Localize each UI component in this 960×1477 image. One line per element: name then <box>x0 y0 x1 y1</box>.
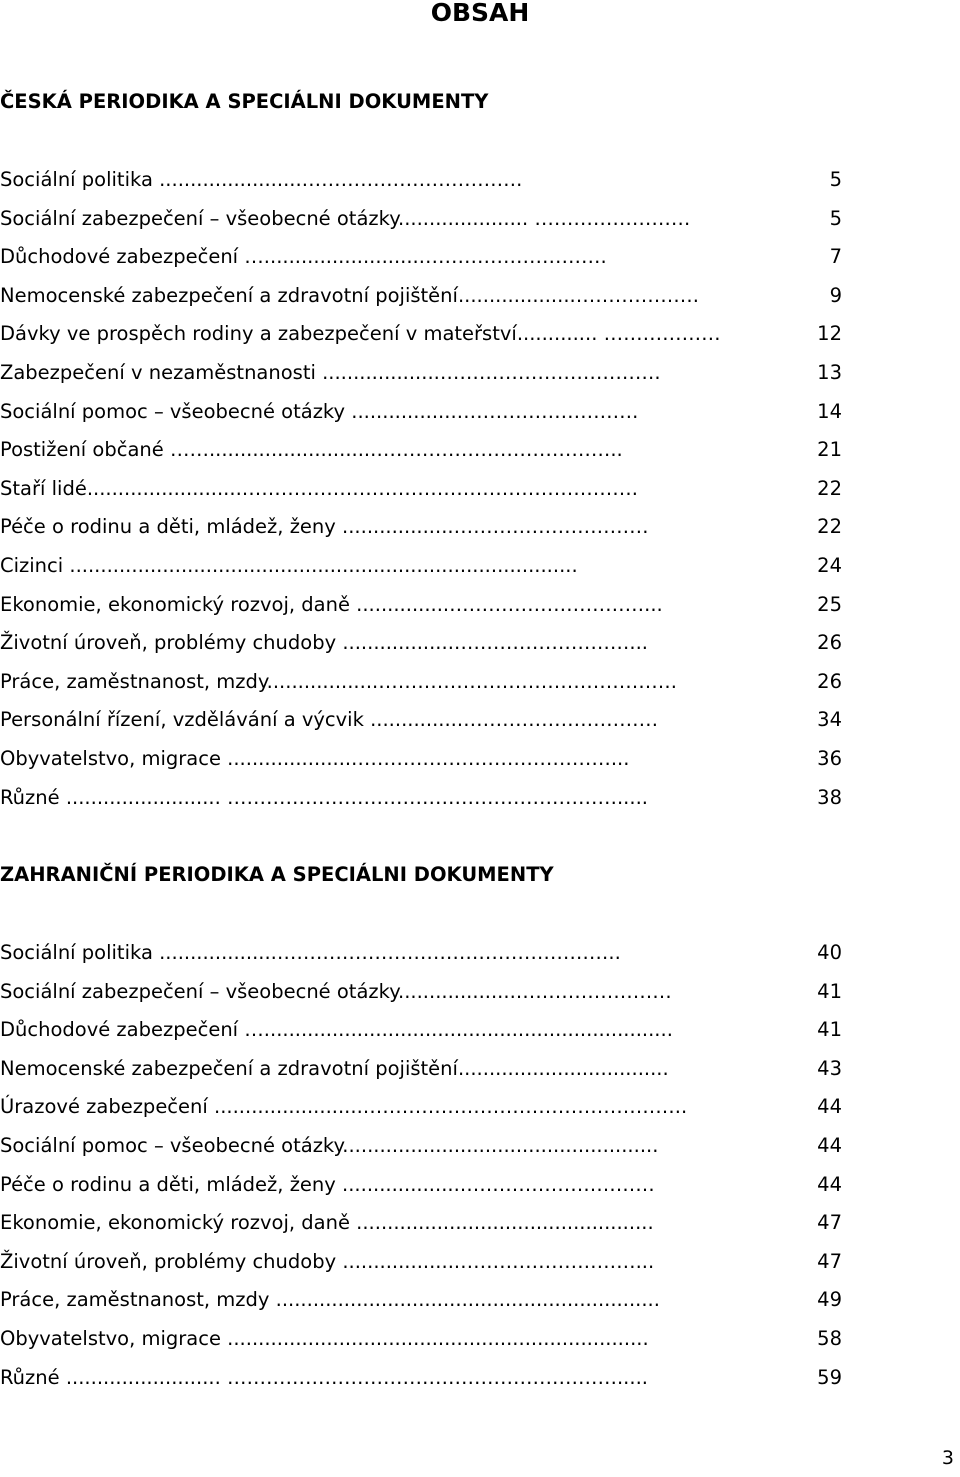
toc-entry[interactable] <box>0 354 842 393</box>
toc-entry-page: 44 <box>817 1095 842 1119</box>
toc-entry-page: 34 <box>817 708 842 732</box>
toc-entry[interactable] <box>0 1359 842 1398</box>
toc-entry[interactable] <box>0 1011 842 1050</box>
toc-entry[interactable] <box>0 431 842 470</box>
toc-entry-title: Různé ......................... ……………………………………………………..... <box>0 1365 648 1389</box>
toc-entry-page: 9 <box>829 283 842 307</box>
toc-entry[interactable] <box>0 1088 842 1127</box>
toc-entry-page: 12 <box>817 322 842 346</box>
toc-entry-title: Životní úroveň, problémy chudoby ..................………………………... <box>0 631 648 655</box>
toc-entry[interactable] <box>0 779 842 818</box>
toc-entry-title: Obyvatelstvo, migrace .....................…………………………………... <box>0 746 630 770</box>
toc-entry-page: 13 <box>817 360 842 384</box>
toc-entry-page: 58 <box>817 1326 842 1350</box>
section-heading-foreign: ZAHRANIČNÍ PERIODIKA A SPECIÁLNI DOKUMENTY <box>0 863 554 886</box>
toc-entry-page: 41 <box>817 1018 842 1042</box>
toc-entry[interactable] <box>0 1320 842 1359</box>
toc-entry-page: 40 <box>817 941 842 964</box>
toc-entry-title: Sociální politika .......................……………………………. <box>0 168 523 191</box>
toc-entry[interactable] <box>0 973 842 1012</box>
toc-entry-page: 26 <box>817 669 842 693</box>
toc-entry-title: Dávky ve prospěch rodiny a zabezpečení v mateřství............. ……………… <box>0 322 721 346</box>
toc-entry-title: Sociální politika ...................…………………………………………….. <box>0 941 621 964</box>
toc-entry-page: 26 <box>817 631 842 655</box>
toc-entry[interactable] <box>0 200 842 239</box>
toc-entry[interactable] <box>0 1243 842 1282</box>
toc-entry[interactable] <box>0 1050 842 1089</box>
toc-entry[interactable] <box>0 470 842 509</box>
toc-entry-title: Staří lidé.........................……………………………………………………. <box>0 476 638 500</box>
toc-entry-page: 36 <box>817 746 842 770</box>
toc-entry-title: Péče o rodinu a děti, mládež, ženy ...................………………………… <box>0 1172 655 1196</box>
toc-entry-page: 21 <box>817 438 842 462</box>
toc-entry-title: Sociální zabezpečení – všeobecné otázky..................... …………………… <box>0 206 691 230</box>
toc-entry-title: Životní úroveň, problémy chudoby ...................………………………... <box>0 1249 655 1273</box>
toc-entry[interactable] <box>0 701 842 740</box>
toc-entry-title: Práce, zaměstnanost, mzdy .............................................................. <box>0 1288 660 1312</box>
toc-entry-title: Sociální zabezpečení – všeobecné otázky...................…………………… <box>0 979 672 1003</box>
toc-entry-title: Práce, zaměstnanost, mzdy..................………………………………………. <box>0 669 677 693</box>
toc-entry-title: Nemocenské zabezpečení a zdravotní pojištění.................................. <box>0 1056 669 1080</box>
toc-entry-page: 38 <box>817 785 842 809</box>
toc-entry[interactable] <box>0 1281 842 1320</box>
toc-list-foreign <box>0 934 842 1397</box>
toc-entry-title: Úrazové zabezpečení ........................………………………………………….. <box>0 1095 688 1119</box>
toc-entry-page: 7 <box>829 245 842 269</box>
toc-list-czech <box>0 161 842 817</box>
toc-entry-title: Důchodové zabezpečení …..........................………………………. <box>0 245 607 269</box>
toc-entry-page: 59 <box>817 1365 842 1389</box>
toc-entry-page: 24 <box>817 553 842 577</box>
toc-entry[interactable] <box>0 277 842 316</box>
toc-entry[interactable] <box>0 547 842 586</box>
toc-entry-title: Zabezpečení v nezaměstnanosti ...................……………………………. <box>0 360 661 384</box>
toc-entry-page: 44 <box>817 1172 842 1196</box>
toc-entry-title: Péče o rodinu a děti, mládež, ženy ..................………………………… <box>0 515 649 539</box>
toc-entry[interactable] <box>0 1127 842 1166</box>
toc-entry-page: 22 <box>817 515 842 539</box>
toc-entry-page: 14 <box>817 399 842 423</box>
toc-entry[interactable] <box>0 161 842 200</box>
toc-entry-page: 22 <box>817 476 842 500</box>
toc-entry-title: Ekonomie, ekonomický rozvoj, daně ................................................ <box>0 1211 654 1235</box>
toc-entry-page: 44 <box>817 1133 842 1157</box>
toc-entry[interactable] <box>0 393 842 432</box>
toc-entry[interactable] <box>0 663 842 702</box>
toc-entry-title: Sociální pomoc – všeobecné otázky .................………………………. <box>0 399 639 423</box>
toc-entry-title: Obyvatelstvo, migrace .................................................................... <box>0 1326 649 1350</box>
toc-entry-title: Ekonomie, ekonomický rozvoj, daně ...............…………………………... <box>0 592 663 616</box>
toc-entry-page: 25 <box>817 592 842 616</box>
toc-entry-title: Cizinci .................................................................................. <box>0 553 578 577</box>
toc-entry[interactable] <box>0 586 842 625</box>
toc-entry-page: 41 <box>817 979 842 1003</box>
toc-entry-page: 43 <box>817 1056 842 1080</box>
toc-entry[interactable] <box>0 934 842 973</box>
toc-entry-page: 47 <box>817 1249 842 1273</box>
toc-entry[interactable] <box>0 624 842 663</box>
toc-entry[interactable] <box>0 1166 842 1205</box>
toc-entry-title: Postižení občané ……...........................……………………………….. <box>0 438 623 462</box>
toc-entry-title: Personální řízení, vzdělávání a výcvik ...............………………………… <box>0 708 659 732</box>
toc-entry-page: 5 <box>829 168 842 191</box>
toc-entry-title: Nemocenské zabezpečení a zdravotní pojištění...................………………. <box>0 283 699 307</box>
toc-entry[interactable] <box>0 1204 842 1243</box>
toc-entry[interactable] <box>0 315 842 354</box>
toc-entry-title: Sociální pomoc – všeobecné otázky................................................... <box>0 1133 659 1157</box>
toc-entry-page: 49 <box>817 1288 842 1312</box>
page-number: 3 <box>941 1447 954 1469</box>
toc-entry-title: Důchodové zabezpečení ….................................................................. <box>0 1018 673 1042</box>
toc-entry[interactable] <box>0 740 842 779</box>
page-title: OBSAH <box>430 0 530 27</box>
toc-entry-page: 47 <box>817 1211 842 1235</box>
toc-entry-title: Různé ......................... ……………………………………………………..... <box>0 785 648 809</box>
section-heading-czech: ČESKÁ PERIODIKA A SPECIÁLNI DOKUMENTY <box>0 90 489 113</box>
toc-entry[interactable] <box>0 508 842 547</box>
toc-entry-page: 5 <box>829 206 842 230</box>
toc-entry[interactable] <box>0 238 842 277</box>
